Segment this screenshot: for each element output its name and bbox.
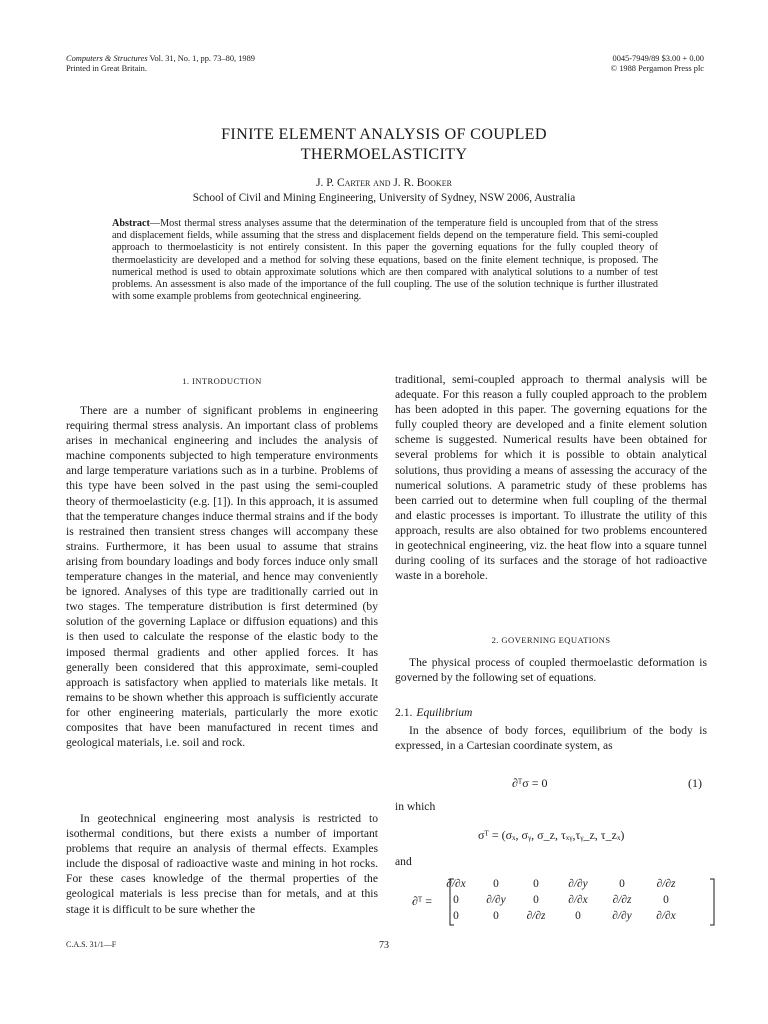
matrix-cell: 0 <box>453 910 459 922</box>
matrix-cell: ∂/∂y <box>486 894 506 906</box>
matrix-cell: ∂/∂y <box>568 878 588 890</box>
matrix-cell: ∂/∂x <box>656 910 676 922</box>
matrix-cell: ∂/∂x <box>446 878 466 890</box>
matrix-cell: 0 <box>575 910 581 922</box>
matrix-cell: 0 <box>453 894 459 906</box>
section-heading-introduction: 1. INTRODUCTION <box>182 376 262 386</box>
section-heading-governing-equations: 2. GOVERNING EQUATIONS <box>491 635 611 645</box>
authors: J. P. Carter and J. R. Booker <box>316 177 452 189</box>
page-number: 73 <box>379 940 389 951</box>
copyright-note: © 1988 Pergamon Press plc <box>610 64 704 73</box>
matrix-cell: 0 <box>493 910 499 922</box>
operator-matrix <box>412 877 712 927</box>
subsection-title: Equilibrium <box>416 706 473 719</box>
subsection-equilibrium <box>395 705 472 720</box>
equation-1-number: (1) <box>688 776 702 790</box>
matrix-cell: 0 <box>619 878 625 890</box>
footer-code: C.A.S. 31/1—F <box>66 940 117 949</box>
matrix-cell: ∂/∂z <box>526 910 546 922</box>
matrix-cell: ∂/∂z <box>656 878 676 890</box>
abstract-text: —Most thermal stress analyses assume that the determination of the temperature field is uncoupled from that of the stress and displacement fields, while assuming that the stress and displacement fields depend on the temperature field. This semi-coupled approach to thermoelasticity is not entirely consistent. In this paper the governing equations for the fully coupled theory of thermoelasticity are developed and a method for solving these equations, based on the finite element technique, is proposed. The numerical method is used to obtain approximate solutions which are then compared with analytical solutions to a number of test problems. An assessment is also made of the importance of the full coupling. The use of the solution technique is further illustrated with some example problems from geotechnical engineering. <box>112 218 658 303</box>
equation-sigma-vector: σᵀ = (σₓ, σᵧ, σ_z, τₓᵧ,τᵧ_z, τ_zₓ) <box>478 828 625 842</box>
printed-note: Printed in Great Britain. <box>66 64 147 73</box>
governing-paragraph-1: The physical process of coupled thermoelastic deformation is governed by the following set of equations. <box>395 656 707 685</box>
intro-paragraph-3: traditional, semi-coupled approach to thermal analysis will be adequate. For this reason a fully coupled approach to the problem has been adopted in this paper. The governing equations for the fully coupled theory are developed and a finite element solution scheme is suggested. Numerical results have been obtained for several problems for which it is possible to obtain analytical solutions, thus providing a means of assessing the accuracy of the numerical solutions. A parametric study of these problems has been carried out to determine when full coupling of the thermal and elastic processes is important. To illustrate the utility of this approach, results are also obtained for two problems encountered in geotechnical engineering, viz. the heat flow into a square tunnel during cooling of its surfaces and the storage of hot radioactive waste in a borehole. <box>395 373 707 583</box>
matrix-cell: ∂/∂z <box>612 894 632 906</box>
matrix-cell: 0 <box>533 878 539 890</box>
and-text: and <box>395 855 412 868</box>
journal-details: Vol. 31, No. 1, pp. 73–80, 1989 <box>147 54 255 63</box>
paper-title <box>0 124 768 164</box>
article-code: 0045-7949/89 $3.00 + 0.00 <box>612 54 704 63</box>
matrix-cell: 0 <box>493 878 499 890</box>
matrix-cell: 0 <box>533 894 539 906</box>
abstract-heading: Abstract <box>112 218 150 229</box>
matrix-cell: ∂/∂y <box>612 910 632 922</box>
matrix-cell: ∂/∂x <box>568 894 588 906</box>
intro-paragraph-1: There are a number of significant problems in engineering requiring thermal stress analysis. An important class of problems arises in mechanical engineering and includes the analysis of machine components subjected to high temperature environments and large temperature variations such as in a turbine. Problems of this type have been solved in the past using the semi-coupled theory of thermoelasticity (e.g. [1]). In this approach, it is assumed that the temperature changes induce thermal strains and if the body is restrained then transient stress changes will accompany these strains. Furthermore, it has been usual to assume that strains arising from boundary loadings and body forces induce only small temperature changes in the material, and hence may conveniently be ignored. Analyses of this type are traditionally carried out in two stages. The temperature distribution is first determined (by solution of the governing Laplace or diffusion equations) and this is then used to calculate the response of the elastic body to the imposed thermal gradients and other applied forces. It has generally been considered that this approximate, semi-coupled approach is satisfactory when applied to materials like metals. It remains to be shown whether this approach is sufficiently accurate for other engineering materials, particularly the more exotic composites that have been manufactured in recent times and geological materials, i.e. soil and rock. <box>66 404 378 750</box>
matrix-lhs: ∂ᵀ = <box>412 894 433 908</box>
abstract <box>112 218 658 303</box>
in-which-text: in which <box>395 800 436 813</box>
journal-header <box>66 54 255 74</box>
publisher-header <box>611 54 704 74</box>
title-line-1: FINITE ELEMENT ANALYSIS OF COUPLED <box>221 125 547 143</box>
equation-1: ∂ᵀσ = 0 <box>512 776 548 790</box>
subsection-number: 2.1. <box>395 706 413 719</box>
affiliation: School of Civil and Mining Engineering, University of Sydney, NSW 2006, Australia <box>192 192 576 204</box>
journal-name: Computers & Structures <box>66 54 148 63</box>
matrix-cell: 0 <box>663 894 669 906</box>
equilibrium-paragraph: In the absence of body forces, equilibrium of the body is expressed, in a Cartesian coordinate system, as <box>395 724 707 753</box>
title-line-2: THERMOELASTICITY <box>300 145 468 163</box>
intro-paragraph-2: In geotechnical engineering most analysis is restricted to isothermal conditions, but there exists a number of important problems that require an analysis of thermal effects. Examples include the disposal of radioactive waste and mining in hot rocks. For these cases knowledge of the thermal properties of the geological materials is less precise than for metals, and at this stage it is difficult to be sure whether the <box>66 812 378 916</box>
